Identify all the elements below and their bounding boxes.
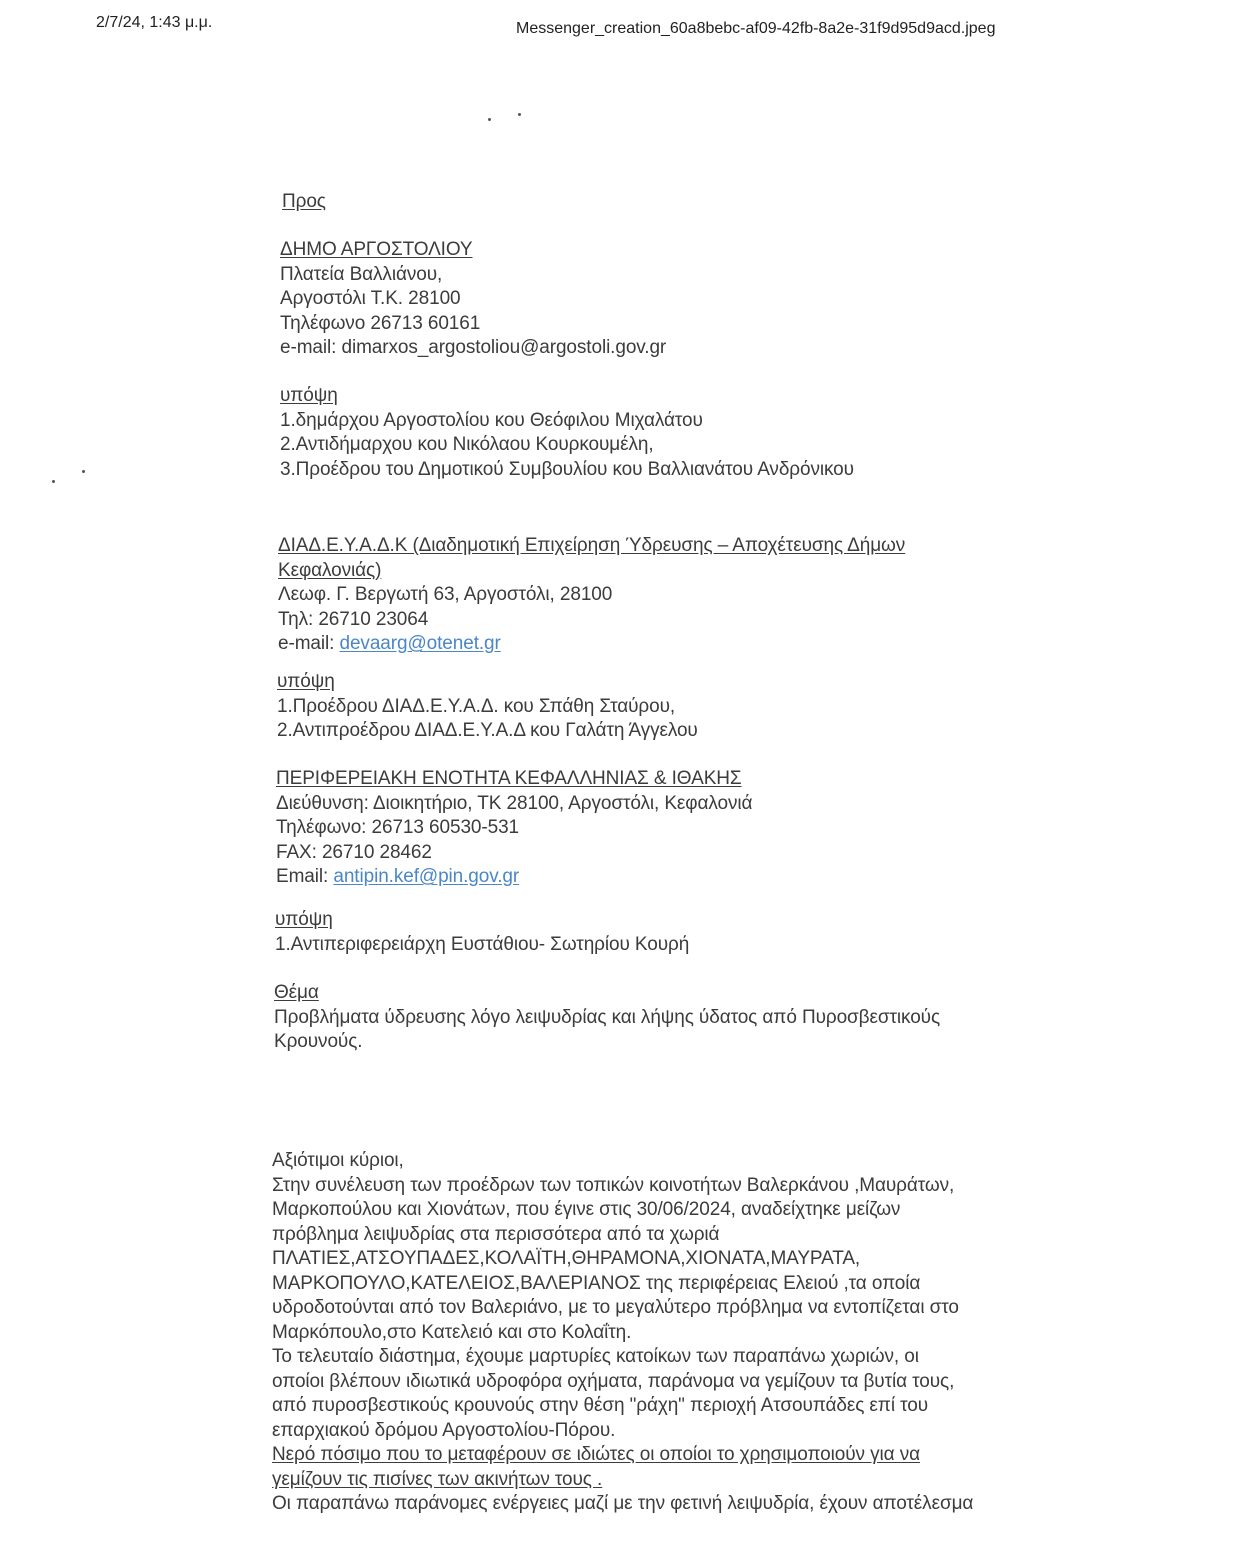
body-line: πρόβλημα λειψυδρίας στα περισσότερα από τα χωριά <box>272 1223 720 1245</box>
attn-item: 1.Αντιπεριφερειάρχη Ευστάθιου- Σωτηρίου Κουρή <box>275 933 690 955</box>
fax-line: FAX: 26710 28462 <box>276 841 432 863</box>
email-line: Email: antipin.kef@pin.gov.gr <box>276 866 520 887</box>
subject-block <box>274 981 940 1055</box>
recipient-name: ΠΕΡΙΦΕΡΕΙΑΚΗ ΕΝΟΤΗΤΑ ΚΕΦΑΛΛΗΝΙΑΣ & ΙΘΑΚΗΣ <box>276 768 742 789</box>
attn-label: υπόψη <box>280 385 338 406</box>
subject-label: Θέμα <box>274 982 319 1003</box>
attn-item: 1.δημάρχου Αργοστολίου κου Θεόφιλου Μιχαλάτου <box>280 409 703 431</box>
body-line: Μαρκόπουλο,στο Κατελειό και στο Κολαΐτη. <box>272 1321 632 1343</box>
recipient-water-utility <box>278 534 905 657</box>
body-line: Οι παραπάνω παράνομες ενέργειες μαζί με την φετινή λειψυδρία, έχουν αποτέλεσμα <box>272 1493 974 1514</box>
phone-line: Τηλ: 26710 23064 <box>278 608 429 630</box>
underlined-line: γεμίζουν τις πισίνες των ακινήτων τους . <box>272 1468 603 1490</box>
phone-line: Τηλέφωνο: 26713 60530-531 <box>276 817 520 838</box>
print-date: 2/7/24, 1:43 μ.μ. <box>96 14 213 31</box>
attn-item: 2.Αντιπροέδρου ΔΙΑΔ.Ε.Υ.Α.Δ κου Γαλάτη Άγγελου <box>277 720 698 741</box>
body-line: οποίοι βλέπουν ιδιωτικά υδροφόρα οχήματα, παράνομα να γεμίζουν τα βυτία τους, <box>272 1370 955 1392</box>
email-link[interactable]: devaarg@otenet.gr <box>339 633 501 654</box>
recipient-regional-unit <box>276 767 752 890</box>
attn-item: 1.Προέδρου ΔΙΑΔ.Ε.Υ.Α.Δ. κου Σπάθη Σταύρου, <box>277 695 676 717</box>
recipient-name-cont: Κεφαλονιάς) <box>278 559 382 581</box>
subject-text: Προβλήματα ύδρευσης λόγο λειψυδρίας και λήψης ύδατος από Πυροσβεστικούς <box>274 1006 941 1028</box>
address-line: Διεύθυνση: Διοικητήριο, ΤΚ 28100, Αργοστόλι, Κεφαλονιά <box>276 792 753 814</box>
email-line: e-mail: dimarxos_argostoliou@argostoli.gov.gr <box>280 337 667 358</box>
phone-line: Τηλέφωνο 26713 60161 <box>280 312 481 334</box>
recipient-municipality <box>280 238 666 361</box>
attn-item: 3.Προέδρου του Δημοτικού Συμβουλίου κου Βαλλιανάτου Ανδρόνικου <box>280 458 854 480</box>
email-line: e-mail: devaarg@otenet.gr <box>278 633 501 654</box>
body-line: ΜΑΡΚΟΠΟΥΛΟ,ΚΑΤΕΛΕΙΟΣ,ΒΑΛΕΡΙΑΝΟΣ της περιφέρειας Ελειού ,τα οποία <box>272 1272 921 1294</box>
address-line: Πλατεία Βαλλιάνου, <box>280 263 443 285</box>
pros-label: Προς <box>282 191 326 212</box>
attn-label: υπόψη <box>275 909 333 930</box>
print-filename: Messenger_creation_60a8bebc-af09-42fb-8a2e-31f9d95d9acd.jpeg <box>516 20 996 37</box>
body-line: από πυροσβεστικούς κρουνούς στην θέση "ράχη" περιοχή Ατσουπάδες επί του <box>272 1395 929 1416</box>
subject-text: Κρουνούς. <box>274 1031 363 1052</box>
address-line: Αργοστόλι Τ.Κ. 28100 <box>280 288 461 309</box>
body-line: επαρχιακού δρόμου Αργοστολίου-Πόρου. <box>272 1419 616 1441</box>
salutation: Αξιότιμοι κύριοι, <box>272 1150 404 1171</box>
body-line: υδροδοτούνται από τον Βαλεριάνο, με το μεγαλύτερο πρόβλημα να εντοπίζεται στο <box>272 1297 959 1318</box>
recipient-name: ΔΙΑΔ.Ε.Υ.Α.Δ.Κ (Διαδημοτική Επιχείρηση Ύδρευσης – Αποχέτευσης Δήμων <box>278 535 906 556</box>
attention-block-water-utility <box>277 670 698 744</box>
recipient-name: ΔΗΜΟ ΑΡΓΟΣΤΟΛΙΟΥ <box>280 239 473 260</box>
body-line: Στην συνέλευση των προέδρων των τοπικών κοινοτήτων Βαλερκάνου ,Μαυράτων, <box>272 1174 955 1196</box>
letter-body <box>272 1149 973 1517</box>
body-line: ΠΛΑΤΙΕΣ,ΑΤΣΟΥΠΑΔΕΣ,ΚΟΛΑΪΤΗ,ΘΗΡΑΜΟΝΑ,ΧΙΟΝΑΤΑ,ΜΑΥΡΑΤΑ, <box>272 1248 861 1269</box>
address-line: Λεωφ. Γ. Βεργωτή 63, Αργοστόλι, 28100 <box>278 584 613 605</box>
attention-block-municipality <box>280 384 854 482</box>
underlined-line: Νερό πόσιμο που το μεταφέρουν σε ιδιώτες οι οποίοι το χρησιμοποιούν για να <box>272 1444 920 1465</box>
body-line: Το τελευταίο διάστημα, έχουμε μαρτυρίες κατοίκων των παραπάνω χωριών, οι <box>272 1346 919 1367</box>
body-line: Μαρκοπούλου και Χιονάτων, που έγινε στις 30/06/2024, αναδείχτηκε μείζων <box>272 1199 901 1220</box>
attention-block-regional-unit <box>275 908 689 957</box>
attn-item: 2.Αντιδήμαρχου κου Νικόλαου Κουρκουμέλη, <box>280 434 654 455</box>
email-link[interactable]: antipin.kef@pin.gov.gr <box>333 866 520 887</box>
attn-label: υπόψη <box>277 671 335 692</box>
